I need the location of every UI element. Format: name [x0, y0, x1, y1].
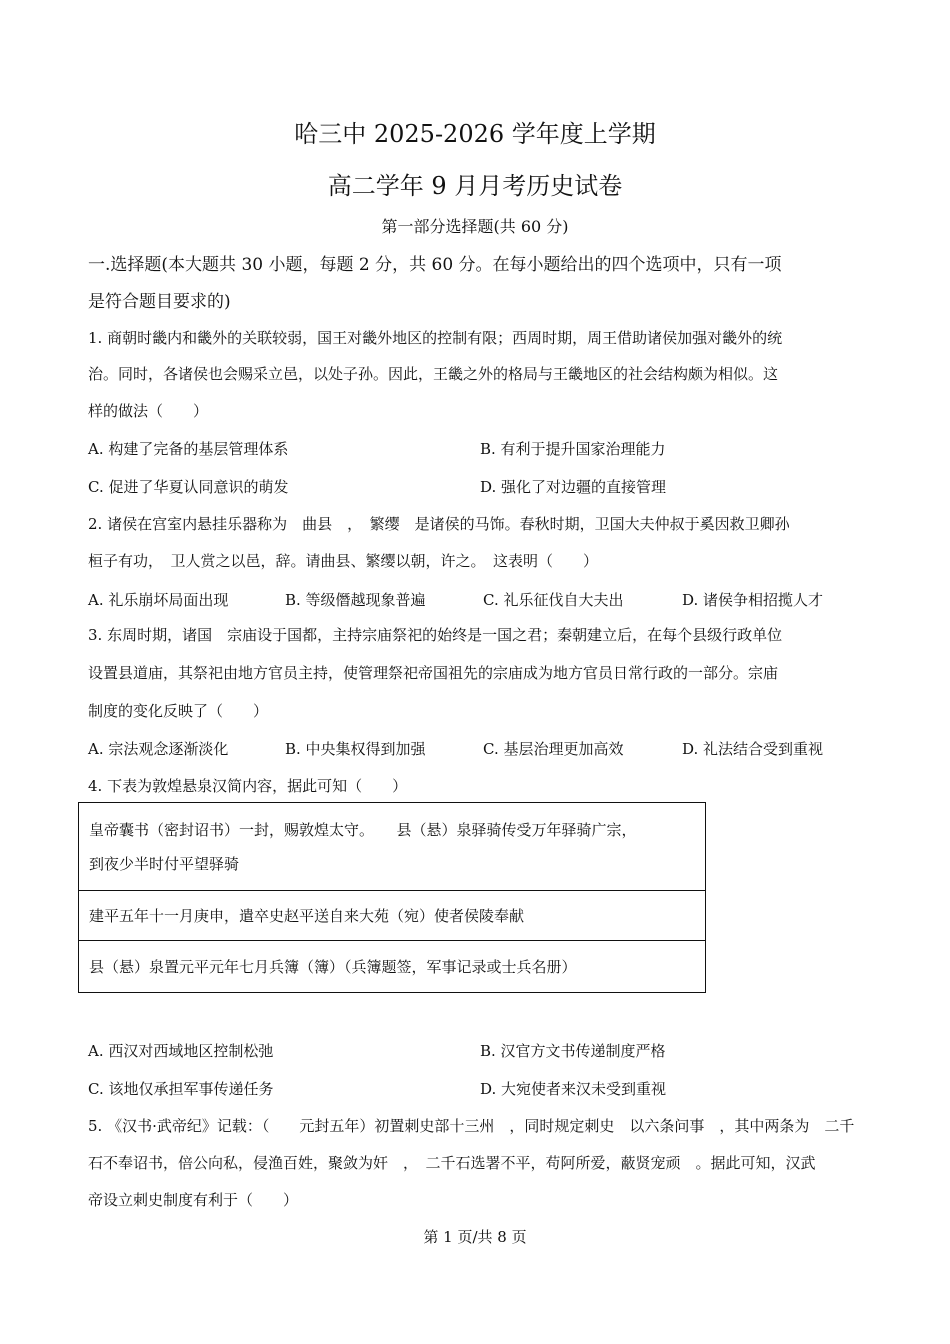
table-cell [79, 891, 706, 941]
exam-title-line1: 哈三中 2025-2026 学年度上学期 [294, 120, 656, 148]
question-3-line2: 设置县道庙，其祭祀由地方官员主持，使管理祭祀帝国祖先的宗庙成为地方官员日常行政的一部分。宗庙 [88, 664, 779, 682]
table-cell-line: 到夜少半时付平望驿骑 [89, 854, 240, 873]
dunhuang-slips-table [78, 802, 706, 993]
table-row [79, 941, 706, 993]
section-instructions-line2: 是符合题目要求的) [88, 292, 231, 312]
table-cell [79, 803, 706, 891]
question-1-option-b[interactable]: B. 有利于提升国家治理能力 [480, 440, 666, 458]
question-5-line3: 帝设立刺史制度有利于（ ） [88, 1191, 299, 1209]
table-cell [79, 941, 706, 993]
question-3-option-b[interactable]: B. 中央集权得到加强 [285, 740, 426, 758]
question-1-option-c[interactable]: C. 促进了华夏认同意识的萌发 [88, 478, 289, 496]
table-cell-line: 皇帝囊书（密封诏书）一封，赐敦煌太守。 县（悬）泉驿骑传受万年驿骑广宗， [89, 820, 637, 839]
question-1-line1: 1. 商朝时畿内和畿外的关联较弱，国王对畿外地区的控制有限；西周时期，周王借助诸侯加强对畿外的统 [88, 329, 783, 347]
question-2-line1: 2. 诸侯在宫室内悬挂乐器称为 曲县 ， 繁缨 是诸侯的马饰。春秋时期，卫国大夫仲叔于奚因救卫卿孙 [88, 515, 790, 533]
question-3-option-c[interactable]: C. 基层治理更加高效 [483, 740, 624, 758]
question-4-option-a[interactable]: A. 西汉对西域地区控制松弛 [88, 1042, 274, 1060]
question-3-option-d[interactable]: D. 礼法结合受到重视 [682, 740, 824, 758]
question-1-line2: 治。同时，各诸侯也会赐采立邑，以处子孙。因此，王畿之外的格局与王畿地区的社会结构颇为相似。这 [88, 365, 779, 383]
question-5-line2: 石不奉诏书，倍公向私，侵渔百姓，聚敛为奸 ， 二千石选署不平，苟阿所爱，蔽贤宠顽 。据此可知，汉武 [88, 1154, 816, 1172]
question-5-line1: 5. 《汉书·武帝纪》记载：（ 元封五年）初置刺史部十三州 ，同时规定刺史 以六条问事 ，其中两条为 二千 [88, 1117, 855, 1135]
exam-title-line2: 高二学年 9 月月考历史试卷 [327, 172, 623, 200]
page-number: 第 1 页/共 8 页 [423, 1228, 527, 1246]
question-3-option-a[interactable]: A. 宗法观念逐渐淡化 [88, 740, 229, 758]
question-1-line3: 样的做法（ ） [88, 402, 209, 420]
question-2-line2: 桓子有功， 卫人赏之以邑，辞。请曲县、繁缨以朝，许之。 这表明（ ） [88, 552, 599, 570]
table-row [79, 803, 706, 891]
question-4-option-d[interactable]: D. 大宛使者来汉未受到重视 [480, 1080, 667, 1098]
question-2-option-a[interactable]: A. 礼乐崩坏局面出现 [88, 591, 229, 609]
question-1-option-a[interactable]: A. 构建了完备的基层管理体系 [88, 440, 289, 458]
question-4-option-c[interactable]: C. 该地仅承担军事传递任务 [88, 1080, 274, 1098]
table-row [79, 891, 706, 941]
question-4-line1: 4. 下表为敦煌悬泉汉简内容，据此可知（ ） [88, 777, 408, 795]
question-4-option-b[interactable]: B. 汉官方文书传递制度严格 [480, 1042, 666, 1060]
table-cell-line: 县（悬）泉置元平元年七月兵簿（簿）（兵簿题签，军事记录或士兵名册） [89, 957, 577, 976]
table-cell-line: 建平五年十一月庚申，遣卒史赵平送自来大苑（宛）使者侯陵奉献 [89, 906, 525, 925]
question-2-option-d[interactable]: D. 诸侯争相招揽人才 [682, 591, 824, 609]
part-title: 第一部分选择题(共 60 分) [381, 217, 569, 236]
question-3-line3: 制度的变化反映了（ ） [88, 702, 269, 720]
question-2-option-b[interactable]: B. 等级僭越现象普遍 [285, 591, 426, 609]
section-instructions-line1: 一.选择题(本大题共 30 小题，每题 2 分，共 60 分。在每小题给出的四个选项中，只有一项 [88, 255, 782, 275]
question-1-option-d[interactable]: D. 强化了对边疆的直接管理 [480, 478, 667, 496]
question-2-option-c[interactable]: C. 礼乐征伐自大夫出 [483, 591, 624, 609]
question-3-line1: 3. 东周时期，诸国 宗庙设于国都，主持宗庙祭祀的始终是一国之君；秦朝建立后，在每个县级行政单位 [88, 626, 783, 644]
